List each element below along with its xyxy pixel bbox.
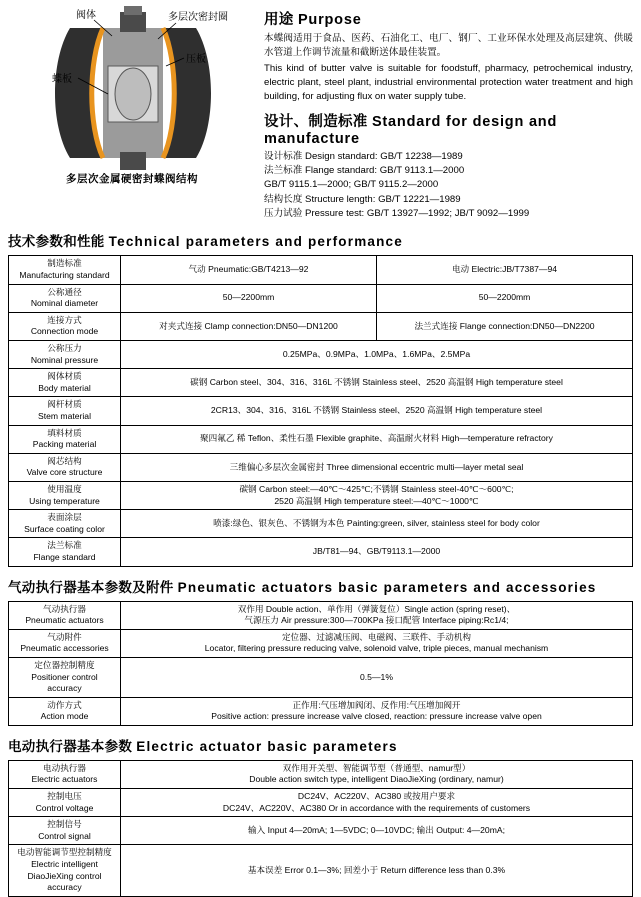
row-label <box>9 697 121 725</box>
row-label <box>9 538 121 566</box>
row-label <box>9 817 121 845</box>
technical-table <box>8 255 633 566</box>
row-label <box>9 657 121 697</box>
electric-title-cn: 电动执行器基本参数 <box>8 738 133 754</box>
row-label-cn: 控制信号 <box>47 819 82 830</box>
row-value: 气动 Pneumatic:GB/T4213—92 <box>121 256 377 284</box>
purpose-title-en: Purpose <box>297 12 362 28</box>
row-label <box>9 341 121 369</box>
row-value: 2CR13、304、316、316L 不锈钢 Stainless steel、2520 高温钢 High temperature steel <box>121 397 633 425</box>
standard-item: 设计标准 Design standard: GB/T 12238—1989 <box>264 150 463 162</box>
row-label <box>9 312 121 340</box>
row-label-en: Stem material <box>37 411 91 422</box>
table-row <box>9 425 633 453</box>
row-value-line2: DC24V、AC220V、AC380 Or in accordance with the requirements of customers <box>222 802 531 813</box>
row-label-cn: 气动附件 <box>47 631 82 642</box>
row-label-en: Surface coating color <box>24 523 105 534</box>
row-label <box>9 845 121 896</box>
row-value: 输入 Input 4—20mA; 1—5VDC; 0—10VDC; 输出 Output: 4—20mA; <box>121 817 633 845</box>
row-value: 50—2200mm <box>121 284 377 312</box>
table-row <box>9 341 633 369</box>
table-row <box>9 760 633 788</box>
standard-item: 压力试验 Pressure test: GB/T 13927—1992; JB/T 9092—1999 <box>264 208 530 220</box>
row-value <box>121 697 633 725</box>
label-seat: 压板 <box>186 54 206 65</box>
pneumatic-title <box>8 576 633 596</box>
row-value-line1: 正作用:气压增加阀闭、反作用:气压增加阀开 <box>292 699 461 710</box>
row-value: 对夹式连接 Clamp connection:DN50—DN1200 <box>121 312 377 340</box>
row-label-cn: 公称压力 <box>47 343 82 354</box>
row-label-en: Packing material <box>32 439 97 450</box>
table-row <box>9 481 633 509</box>
valve-structure-figure <box>8 6 256 188</box>
purpose-text-en: This kind of butter valve is suitable for foodstuff, pharmacy, petrochemical industry, electric plant, steel plant, industrial environmental protection water treatment and high building, for adjusting flux on water supply tube. <box>264 62 633 102</box>
row-value: 碳钢 Carbon steel、304、316、316L 不锈钢 Stainless steel、2520 高温钢 High temperature steel <box>121 369 633 397</box>
row-value: JB/T81—94、GB/T9113.1—2000 <box>121 538 633 566</box>
row-label-en: Nominal diameter <box>30 298 99 309</box>
pneumatic-table <box>8 601 633 726</box>
row-label-cn: 气动执行器 <box>43 603 86 614</box>
row-label-cn: 表面涂层 <box>47 512 82 523</box>
row-label-cn: 电动智能调节型控制精度 <box>17 847 112 858</box>
standard-item: 结构长度 Structure length: GB/T 12221—1989 <box>264 193 461 205</box>
row-value: 0.5—1% <box>121 657 633 697</box>
row-label <box>9 369 121 397</box>
row-value-line1: 双作用开关型、智能调节型（普通型、namur型） <box>282 762 471 773</box>
row-value: 喷漆:绿色、银灰色、不锈钢为本色 Painting:green, silver, stainless steel for body color <box>121 510 633 538</box>
row-label-en: Positioner control accuracy <box>31 671 98 694</box>
row-value-line2: 气源压力 Air pressure:300—700KPa 接口配管 Interface piping:Rc1/4; <box>244 615 509 626</box>
row-label-en: Body material <box>38 382 91 393</box>
table-row <box>9 256 633 284</box>
row-value: 0.25MPa、0.9MPa、1.0MPa、1.6MPa、2.5MPa <box>121 341 633 369</box>
row-label-en: Action mode <box>40 711 89 722</box>
technical-title-en: Technical parameters and performance <box>108 234 403 250</box>
pneumatic-title-cn: 气动执行器基本参数及附件 <box>8 579 174 595</box>
table-row <box>9 697 633 725</box>
row-value-line2: Locator, filtering pressure reducing valve, solenoid valve, triple pieces, manual mechanism <box>204 643 549 654</box>
row-label <box>9 510 121 538</box>
row-label-en: Valve core structure <box>26 467 103 478</box>
table-row <box>9 312 633 340</box>
table-row <box>9 789 633 817</box>
electric-table <box>8 760 633 897</box>
row-label <box>9 397 121 425</box>
row-label <box>9 629 121 657</box>
row-label-cn: 填料材质 <box>47 427 82 438</box>
standard-title-en: Standard for design and manufacture <box>264 113 558 147</box>
standard-list <box>264 150 633 222</box>
row-label-en: Using temperature <box>29 495 100 506</box>
row-value <box>121 789 633 817</box>
row-label <box>9 425 121 453</box>
row-value-line2: Double action switch type, intelligent DiaoJieXing (ordinary, namur) <box>249 774 504 785</box>
row-label-cn: 制造标准 <box>47 258 82 269</box>
table-row <box>9 369 633 397</box>
row-value-line1: DC24V、AC220V、AC380 或按用户要求 <box>297 791 456 802</box>
label-body: 阀体 <box>76 10 96 21</box>
table-row <box>9 397 633 425</box>
standard-title <box>264 110 633 147</box>
row-label <box>9 453 121 481</box>
purpose-title-cn: 用途 <box>264 12 294 28</box>
row-value: 法兰式连接 Flange connection:DN50—DN2200 <box>377 312 633 340</box>
table-row <box>9 657 633 697</box>
technical-title <box>8 230 633 250</box>
technical-title-cn: 技术参数和性能 <box>8 234 105 250</box>
table-row <box>9 284 633 312</box>
table-row <box>9 601 633 629</box>
table-row <box>9 538 633 566</box>
row-label-en: Nominal pressure <box>30 354 99 365</box>
row-value <box>121 481 633 509</box>
row-label <box>9 760 121 788</box>
row-label-en: Electric intelligent DiaoJieXing control accuracy <box>27 859 102 893</box>
table-row <box>9 453 633 481</box>
row-value <box>121 601 633 629</box>
row-label <box>9 256 121 284</box>
row-label-cn: 公称通径 <box>47 286 82 297</box>
label-multilayer-seal: 多层次密封圈 <box>168 12 228 23</box>
row-label-en: Control voltage <box>35 802 94 813</box>
standard-item: 法兰标准 Flange standard: GB/T 9113.1—2000 <box>264 164 465 176</box>
table-row <box>9 817 633 845</box>
row-label-cn: 使用温度 <box>47 483 82 494</box>
row-value: 50—2200mm <box>377 284 633 312</box>
row-value: 电动 Electric:JB/T7387—94 <box>377 256 633 284</box>
figure-caption: 多层次金属硬密封蝶阀结构 <box>66 173 198 185</box>
valve-diagram-svg <box>8 6 256 188</box>
row-label-cn: 定位器控制精度 <box>34 659 95 670</box>
row-label-en: Flange standard <box>33 551 96 562</box>
row-value <box>121 629 633 657</box>
row-value-line2: 2520 高温钢 High temperature steel:—40℃～1000℃ <box>274 495 479 506</box>
table-row <box>9 629 633 657</box>
top-section <box>8 6 633 221</box>
row-value: 基本误差 Error 0.1—3%; 回差小于 Return difference less than 0.3% <box>121 845 633 896</box>
row-label <box>9 481 121 509</box>
row-label-cn: 动作方式 <box>47 699 82 710</box>
purpose-section <box>264 6 633 221</box>
standard-item: GB/T 9115.1—2000; GB/T 9115.2—2000 <box>264 179 439 191</box>
row-label-en: Manufacturing standard <box>19 270 110 281</box>
row-label <box>9 284 121 312</box>
row-label-en: Pneumatic accessories <box>20 643 109 654</box>
row-value-line1: 碳钢 Carbon steel:—40℃～425℃;不锈钢 Stainless steel-40℃～600℃; <box>239 483 514 494</box>
row-label-cn: 阀体材质 <box>47 371 82 382</box>
purpose-text-cn: 本蝶阀适用于食品、医药、石油化工、电厂、钢厂、工业环保水处理及高层建筑、供暖水管道上作调节流量和截断送体最佳装置。 <box>264 33 633 58</box>
row-value-line1: 双作用 Double action、单作用（弹簧复位）Single action (spring reset)、 <box>237 603 516 614</box>
row-label-cn: 阀芯结构 <box>47 455 82 466</box>
row-value: 聚四氟乙 稀 Teflon、柔性石墨 Flexible graphite、高温耐火材料 High—temperature refractory <box>121 425 633 453</box>
row-label <box>9 789 121 817</box>
row-label-en: Control signal <box>38 830 91 841</box>
standard-title-cn: 设计、制造标准 <box>264 113 368 130</box>
row-label-cn: 阀杆材质 <box>47 399 82 410</box>
purpose-title <box>264 8 633 29</box>
row-value <box>121 760 633 788</box>
table-row <box>9 845 633 896</box>
row-label-en: Electric actuators <box>31 774 98 785</box>
label-disc: 蝶板 <box>52 74 72 85</box>
row-label-cn: 法兰标准 <box>47 540 82 551</box>
row-label-en: Pneumatic actuators <box>25 615 104 626</box>
row-value-line2: Positive action: pressure increase valve closed, reaction: pressure increase valve open <box>211 711 542 722</box>
row-value-line1: 定位器、过滤减压阀、电磁阀、三联件、手动机构 <box>281 631 472 642</box>
electric-title-en: Electric actuator basic parameters <box>136 738 398 754</box>
row-label-cn: 控制电压 <box>47 791 82 802</box>
row-label-en: Connection mode <box>30 326 99 337</box>
electric-title <box>8 735 633 755</box>
row-label <box>9 601 121 629</box>
row-label-cn: 电动执行器 <box>43 762 86 773</box>
pneumatic-title-en: Pneumatic actuators basic parameters and accessories <box>177 579 597 595</box>
row-value: 三维偏心多层次金属密封 Three dimensional eccentric multi—layer metal seal <box>121 453 633 481</box>
table-row <box>9 510 633 538</box>
row-label-cn: 连接方式 <box>47 314 82 325</box>
